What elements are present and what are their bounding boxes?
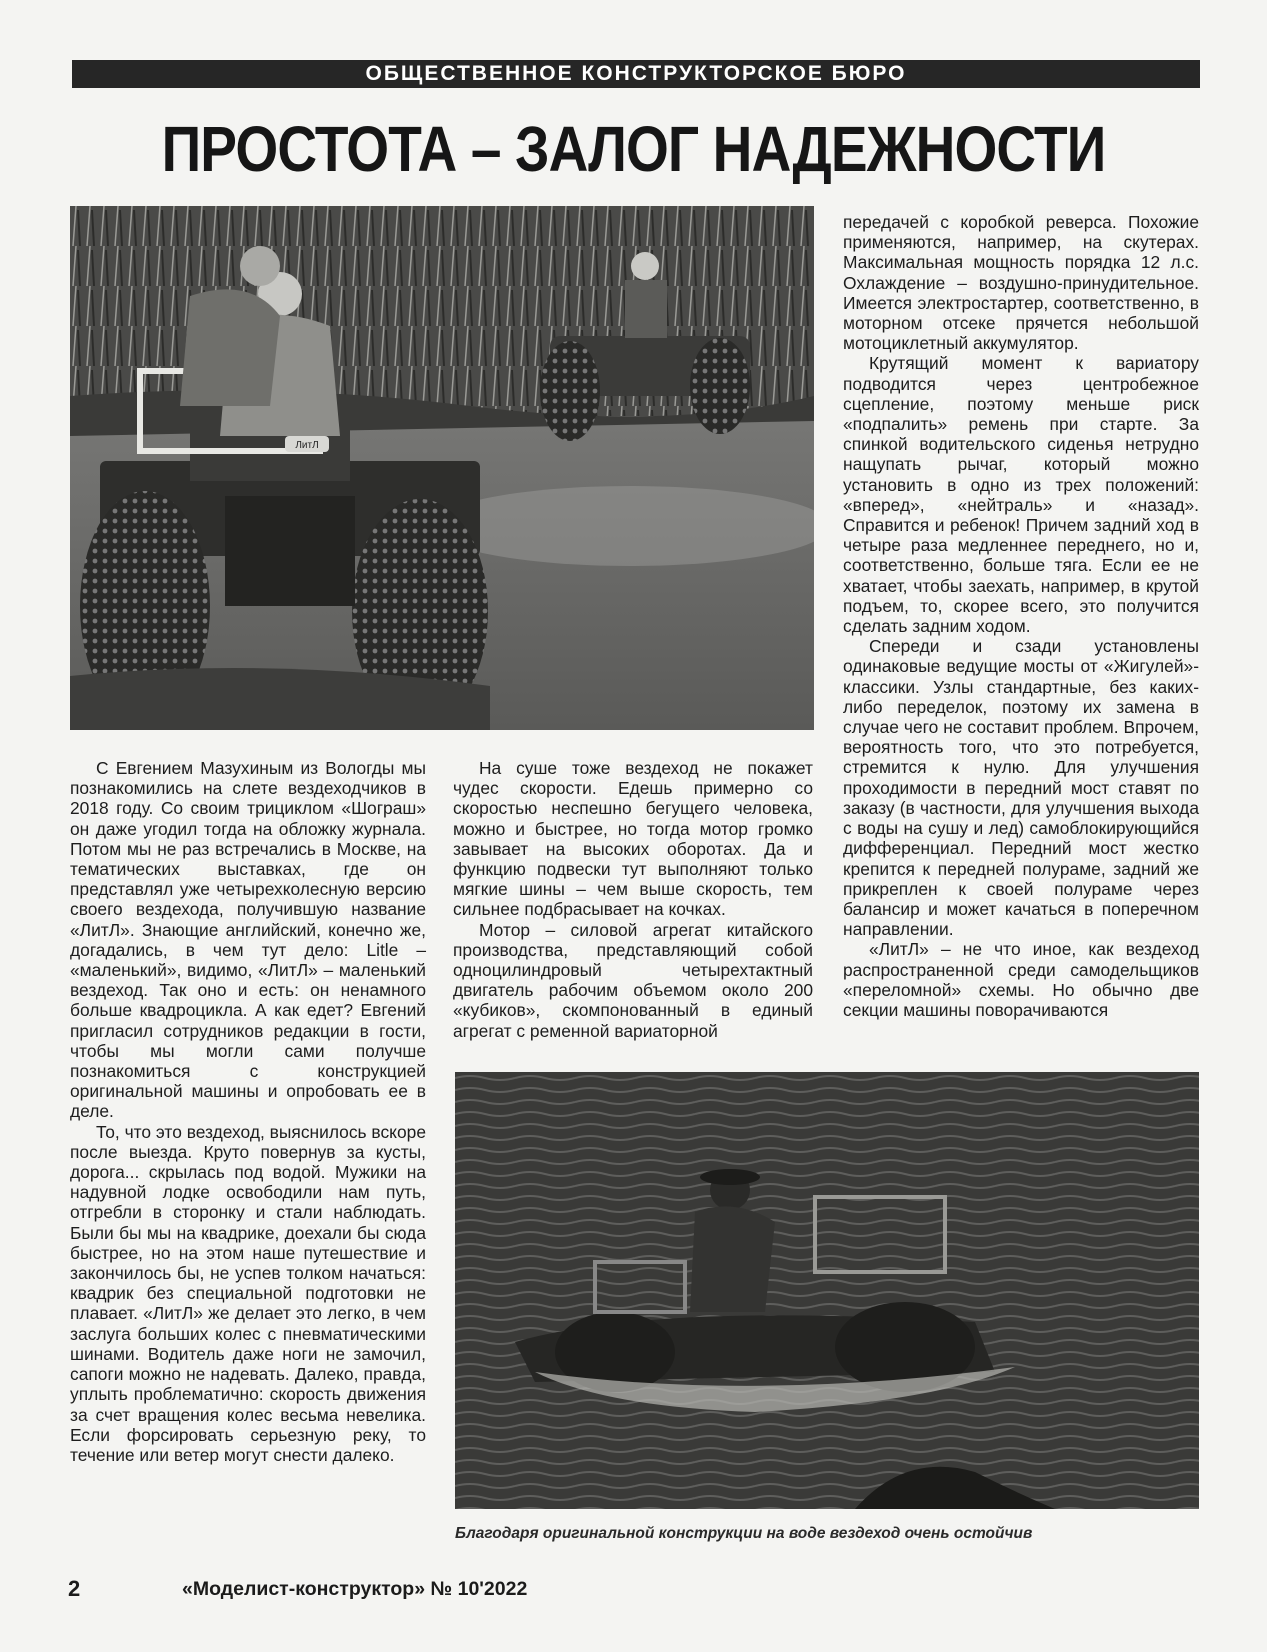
- top-photo: [70, 206, 814, 730]
- column-middle: [453, 758, 813, 1041]
- vehicle-logo: ЛитЛ: [295, 440, 319, 451]
- column-right: [843, 212, 1199, 1020]
- article-title: ПРОСТОТА – ЗАЛОГ НАДЕЖНОСТИ: [161, 113, 1106, 185]
- paragraph: Мотор – силовой агрегат китайского производства, представляющий собой одноцилиндровый четырехтактный двигатель рабочим объемом около 200 «кубиков», скомпонованный в единый агрегат с ременной вариаторной: [453, 919, 813, 1041]
- paragraph: Спереди и сзади установлены одинаковые ведущие мосты от «Жигулей»-классики. Узлы стандартные, без каких-либо переделок, поэтому их замена в случае чего не составит проблем. Впрочем, вероятность того, что это потребуется, стремится к нулю. Для улучшения проходимости в передний мост ставят по заказу (в частности, для улучшения выхода с воды на сушу и лед) самоблокирующийся дифференциал. Передний мост жестко крепится к передней полураме, задний же прикреплен к своей полураме через балансир и может качаться в поперечном направлении.: [843, 636, 1199, 940]
- section-rubric: ОБЩЕСТВЕННОЕ КОНСТРУКТОРСКОЕ БЮРО: [72, 60, 1200, 88]
- paragraph: На суше тоже вездеход не покажет чудес скорости. Едешь примерно со скоростью неспешно бегущего человека, можно и быстрее, но тогда мотор громко завывает на высоких оборотах. Да и функцию подвески тут выполняют только мягкие шины – чем выше скорость, тем сильнее подбрасывает на кочках.: [453, 758, 813, 920]
- paragraph: Крутящий момент к вариатору подводится через центробежное сцепление, поэтому меньше риск «подпалить» ремень при старте. За спинкой водительского сиденья нетрудно нащупать рычаг, который можно установить в одно из трех положений: «вперед», «нейтраль» и «назад». Справится и ребенок! Причем задний ход в четыре раза медленнее переднего, но и, соответственно, больше тяга. Если ее не хватает, чтобы заехать, например, в крутой подъем, то, скорее всего, это получится сделать задним ходом.: [843, 353, 1199, 637]
- page-number: 2: [68, 1576, 81, 1601]
- column-left: [70, 758, 426, 1465]
- paragraph: С Евгением Мазухиным из Вологды мы познакомились на слете вездеходчиков в 2018 году. Со своим трициклом «Шограш» он даже угодил тогда на обложку журнала. Потом мы не раз встречались в Москве, на тематических выставках, где он представлял уже четырехколесную версию своего вездехода, получившую название «ЛитЛ». Знающие английский, конечно же, догадались, в чем тут дело: Litle – «маленький», видимо, «ЛитЛ» – маленький вездеход. Так оно и есть: он ненамного больше квадроцикла. А как едет? Евгений пригласил сотрудников редакции в гости, чтобы мы могли сами получше познакомиться с конструкцией оригинальной машины и опробовать ее в деле.: [70, 758, 426, 1122]
- vehicle-floating-image: [455, 1072, 1199, 1509]
- paragraph: То, что это вездеход, выяснилось вскоре после выезда. Круто повернув за кусты, дорога... скрылась под водой. Мужики на надувной лодке освободили нам путь, отгребли в сторонку и стали наблюдать. Были бы мы на квадрике, доехали бы сюда быстрее, но на этом наше путешествие и закончилось бы, не успев толком начаться: квадрик без специальной подготовки не плавает. «ЛитЛ» же делает это легко, в чем заслуга больших колес с пневматическими шинами. Водитель даже ноги не замочил, сапоги можно не надевать. Далеко, правда, уплыть проблематично: скорость движения за счет вращения колес весьма невелика. Если форсировать серьезную реку, то течение или ветер могут снести далеко.: [70, 1121, 426, 1465]
- bottom-photo: [455, 1072, 1199, 1509]
- paragraph: «ЛитЛ» – не что иное, как вездеход распространенной среди самодельщиков «переломной» схемы. Но обычно две секции машины поворачиваются: [843, 939, 1199, 1020]
- paragraph: передачей с коробкой реверса. Похожие применяются, например, на скутерах. Максимальная мощность порядка 12 л.с. Охлаждение – воздушно-принудительное. Имеется электростартер, соответственно, в моторном отсеке прячется небольшой мотоциклетный аккумулятор.: [843, 212, 1199, 354]
- vehicle-in-water-image: [70, 206, 814, 730]
- photo-caption: Благодаря оригинальной конструкции на воде вездеход очень остойчив: [455, 1525, 1033, 1542]
- journal-footer: «Моделист-конструктор» № 10'2022: [182, 1578, 528, 1600]
